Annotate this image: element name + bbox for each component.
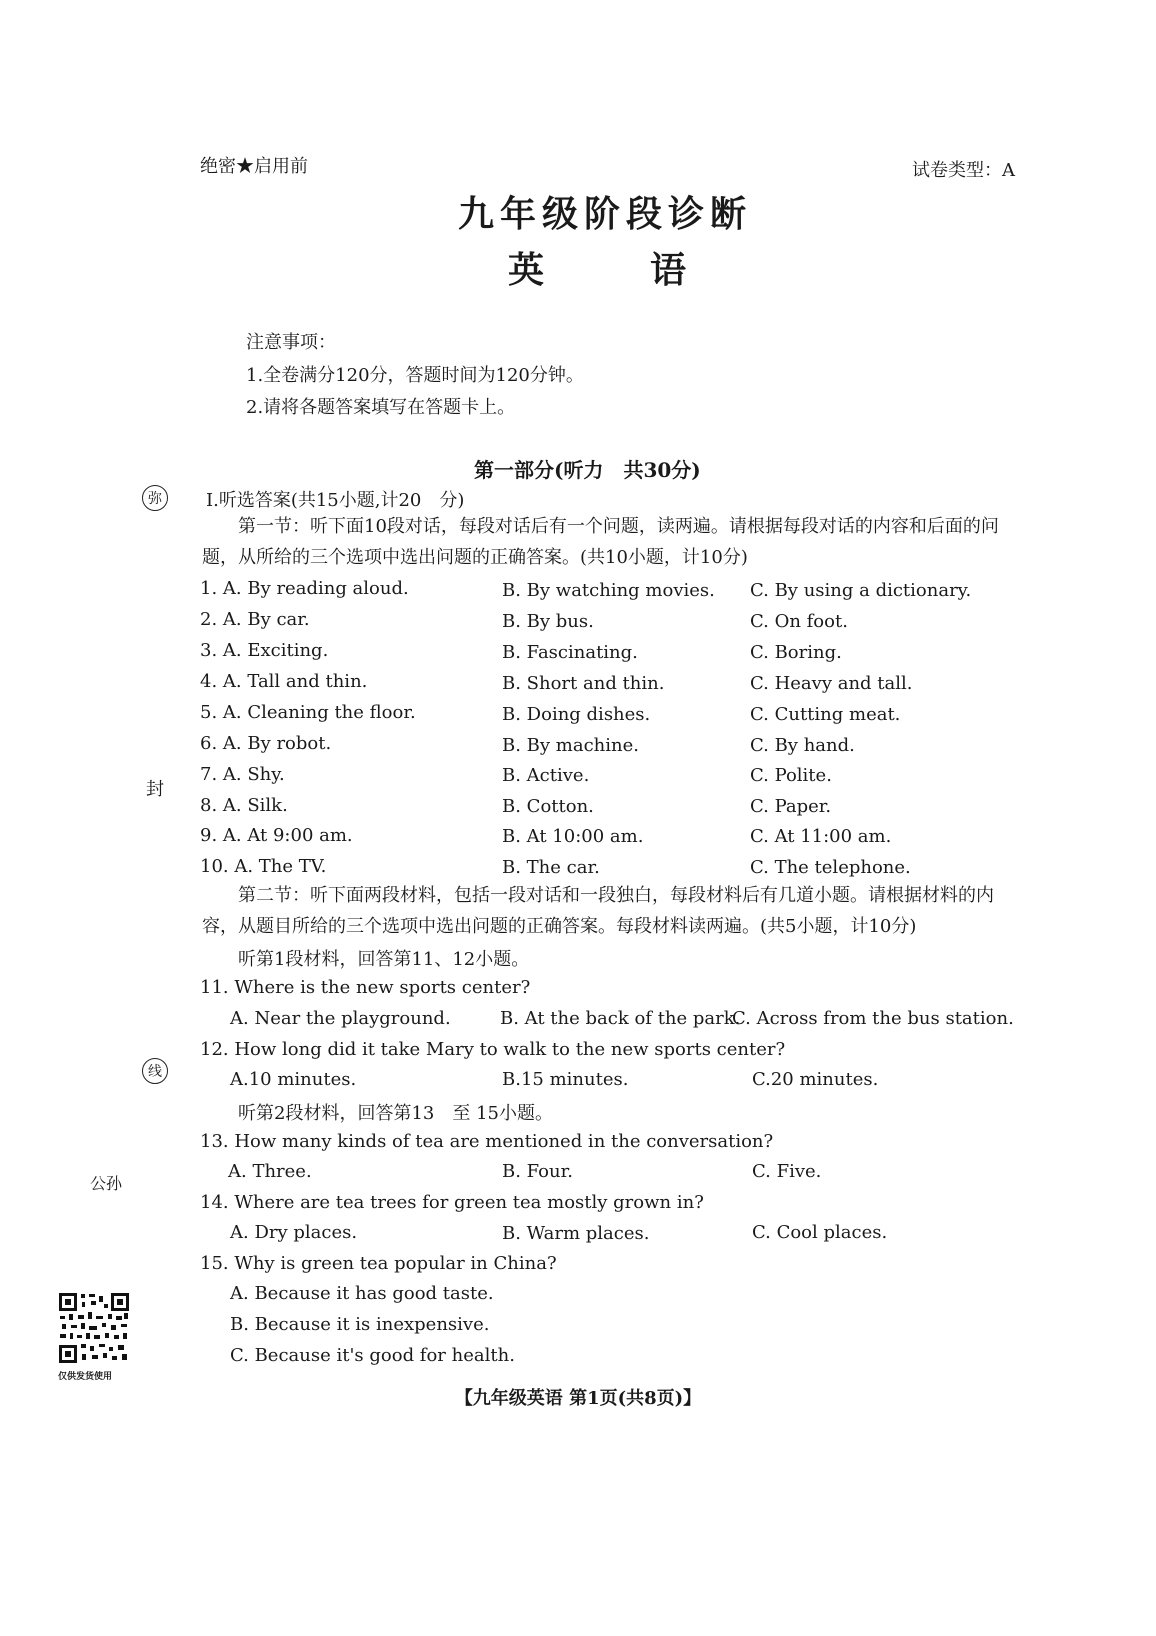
material-note: 听第1段材料，回答第11、12小题。: [238, 949, 530, 970]
option-c: C. Cool places.: [752, 1222, 888, 1243]
option-a: 7. A. Shy.: [200, 764, 285, 785]
option-b: B. Active.: [502, 765, 590, 786]
option-b: B. Doing dishes.: [502, 704, 651, 725]
notice-heading: 注意事项：: [246, 332, 336, 353]
option-b: B. Cotton.: [502, 796, 594, 817]
seal-mark-label: 线: [148, 1064, 162, 1080]
option-c: C. Because it's good for health.: [230, 1345, 515, 1366]
option-a: A. Because it has good taste.: [230, 1283, 494, 1304]
option-c: C. On foot.: [750, 611, 848, 632]
qr-code: [58, 1292, 130, 1364]
option-a: A. Near the playground.: [230, 1008, 451, 1029]
option-a: 6. A. By robot.: [200, 733, 332, 754]
option-b: B. By machine.: [502, 735, 639, 756]
notice-item: 1.全卷满分120分，答题时间为120分钟。: [246, 365, 584, 386]
option-a: 1. A. By reading aloud.: [200, 578, 409, 599]
option-b: B. Fascinating.: [502, 642, 638, 663]
margin-note: 公孙: [90, 1174, 123, 1193]
material-note: 听第2段材料，回答第13 至 15小题。: [238, 1103, 553, 1124]
option-c: C. Five.: [752, 1161, 822, 1182]
option-c: C. By using a dictionary.: [750, 580, 972, 601]
option-a: 3. A. Exciting.: [200, 640, 329, 661]
option-c: C.20 minutes.: [752, 1069, 879, 1090]
option-b: B. Warm places.: [502, 1223, 650, 1244]
subject-char-left: 英: [508, 249, 545, 291]
option-c: C. The telephone.: [750, 857, 911, 878]
part-title: 第一部分(听力 共30分): [474, 458, 701, 482]
confidential-label: 绝密★启用前: [200, 156, 308, 177]
option-a: 9. A. At 9:00 am.: [200, 825, 353, 846]
option-a: 5. A. Cleaning the floor.: [200, 702, 416, 723]
question-stem: 11. Where is the new sports center?: [200, 977, 531, 998]
option-c: C. Heavy and tall.: [750, 673, 913, 694]
option-b: B. The car.: [502, 857, 600, 878]
question-stem: 15. Why is green tea popular in China?: [200, 1253, 557, 1274]
option-a: A. Dry places.: [230, 1222, 358, 1243]
notice-item: 2.请将各题答案填写在答题卡上。: [246, 397, 516, 418]
option-b: B. Because it is inexpensive.: [230, 1314, 490, 1335]
option-c: C. Paper.: [750, 796, 832, 817]
option-a: 4. A. Tall and thin.: [200, 671, 368, 692]
question-stem: 14. Where are tea trees for green tea mostly grown in?: [200, 1192, 704, 1213]
option-c: C. At 11:00 am.: [750, 826, 892, 847]
option-b: B. By watching movies.: [502, 580, 715, 601]
option-a: 2. A. By car.: [200, 609, 310, 630]
option-a: A. Three.: [228, 1161, 312, 1182]
question-stem: 12. How long did it take Mary to walk to the new sports center?: [200, 1039, 786, 1060]
option-b: B. Short and thin.: [502, 673, 665, 694]
option-b: B. Four.: [502, 1161, 573, 1182]
exam-title: 九年级阶段诊断: [457, 193, 752, 235]
option-a: 10. A. The TV.: [200, 856, 327, 877]
seal-mark: [142, 485, 168, 511]
subject-char-right: 语: [650, 249, 687, 291]
option-b: B. At 10:00 am.: [502, 826, 644, 847]
option-b: B. At the back of the park.: [500, 1008, 741, 1029]
qr-caption: 仅供发货使用: [58, 1372, 113, 1382]
option-a: A.10 minutes.: [230, 1069, 357, 1090]
subsection-instructions: 第一节：听下面10段对话，每段对话后有一个问题，读两遍。请根据每段对话的内容和后面的问题，从所给的三个选项中选出问题的正确答案。(共10小题，计10分): [202, 516, 999, 568]
option-b: B. By bus.: [502, 611, 594, 632]
seal-mark-label: 弥: [148, 491, 162, 507]
option-a: 8. A. Silk.: [200, 795, 288, 816]
subsection-instructions: 第二节：听下面两段材料，包括一段对话和一段独白，每段材料后有几道小题。请根据材料的内容，从题目所给的三个选项中选出问题的正确答案。每段材料读两遍。(共5小题，计10分): [202, 885, 994, 937]
option-c: C. Cutting meat.: [750, 704, 901, 725]
option-b: B.15 minutes.: [502, 1069, 629, 1090]
option-c: C. By hand.: [750, 735, 855, 756]
option-c: C. Across from the bus station.: [732, 1008, 1014, 1029]
question-stem: 13. How many kinds of tea are mentioned in the conversation?: [200, 1131, 774, 1152]
seal-mark: [142, 1058, 168, 1084]
section-heading: Ⅰ.听选答案(共15小题,计20 分): [206, 490, 465, 511]
paper-type-label: 试卷类型：A: [912, 160, 1015, 181]
page-footer: 【九年级英语 第1页(共8页)】: [454, 1388, 702, 1409]
seal-mark: 封: [146, 779, 164, 800]
option-c: C. Boring.: [750, 642, 842, 663]
option-c: C. Polite.: [750, 765, 832, 786]
